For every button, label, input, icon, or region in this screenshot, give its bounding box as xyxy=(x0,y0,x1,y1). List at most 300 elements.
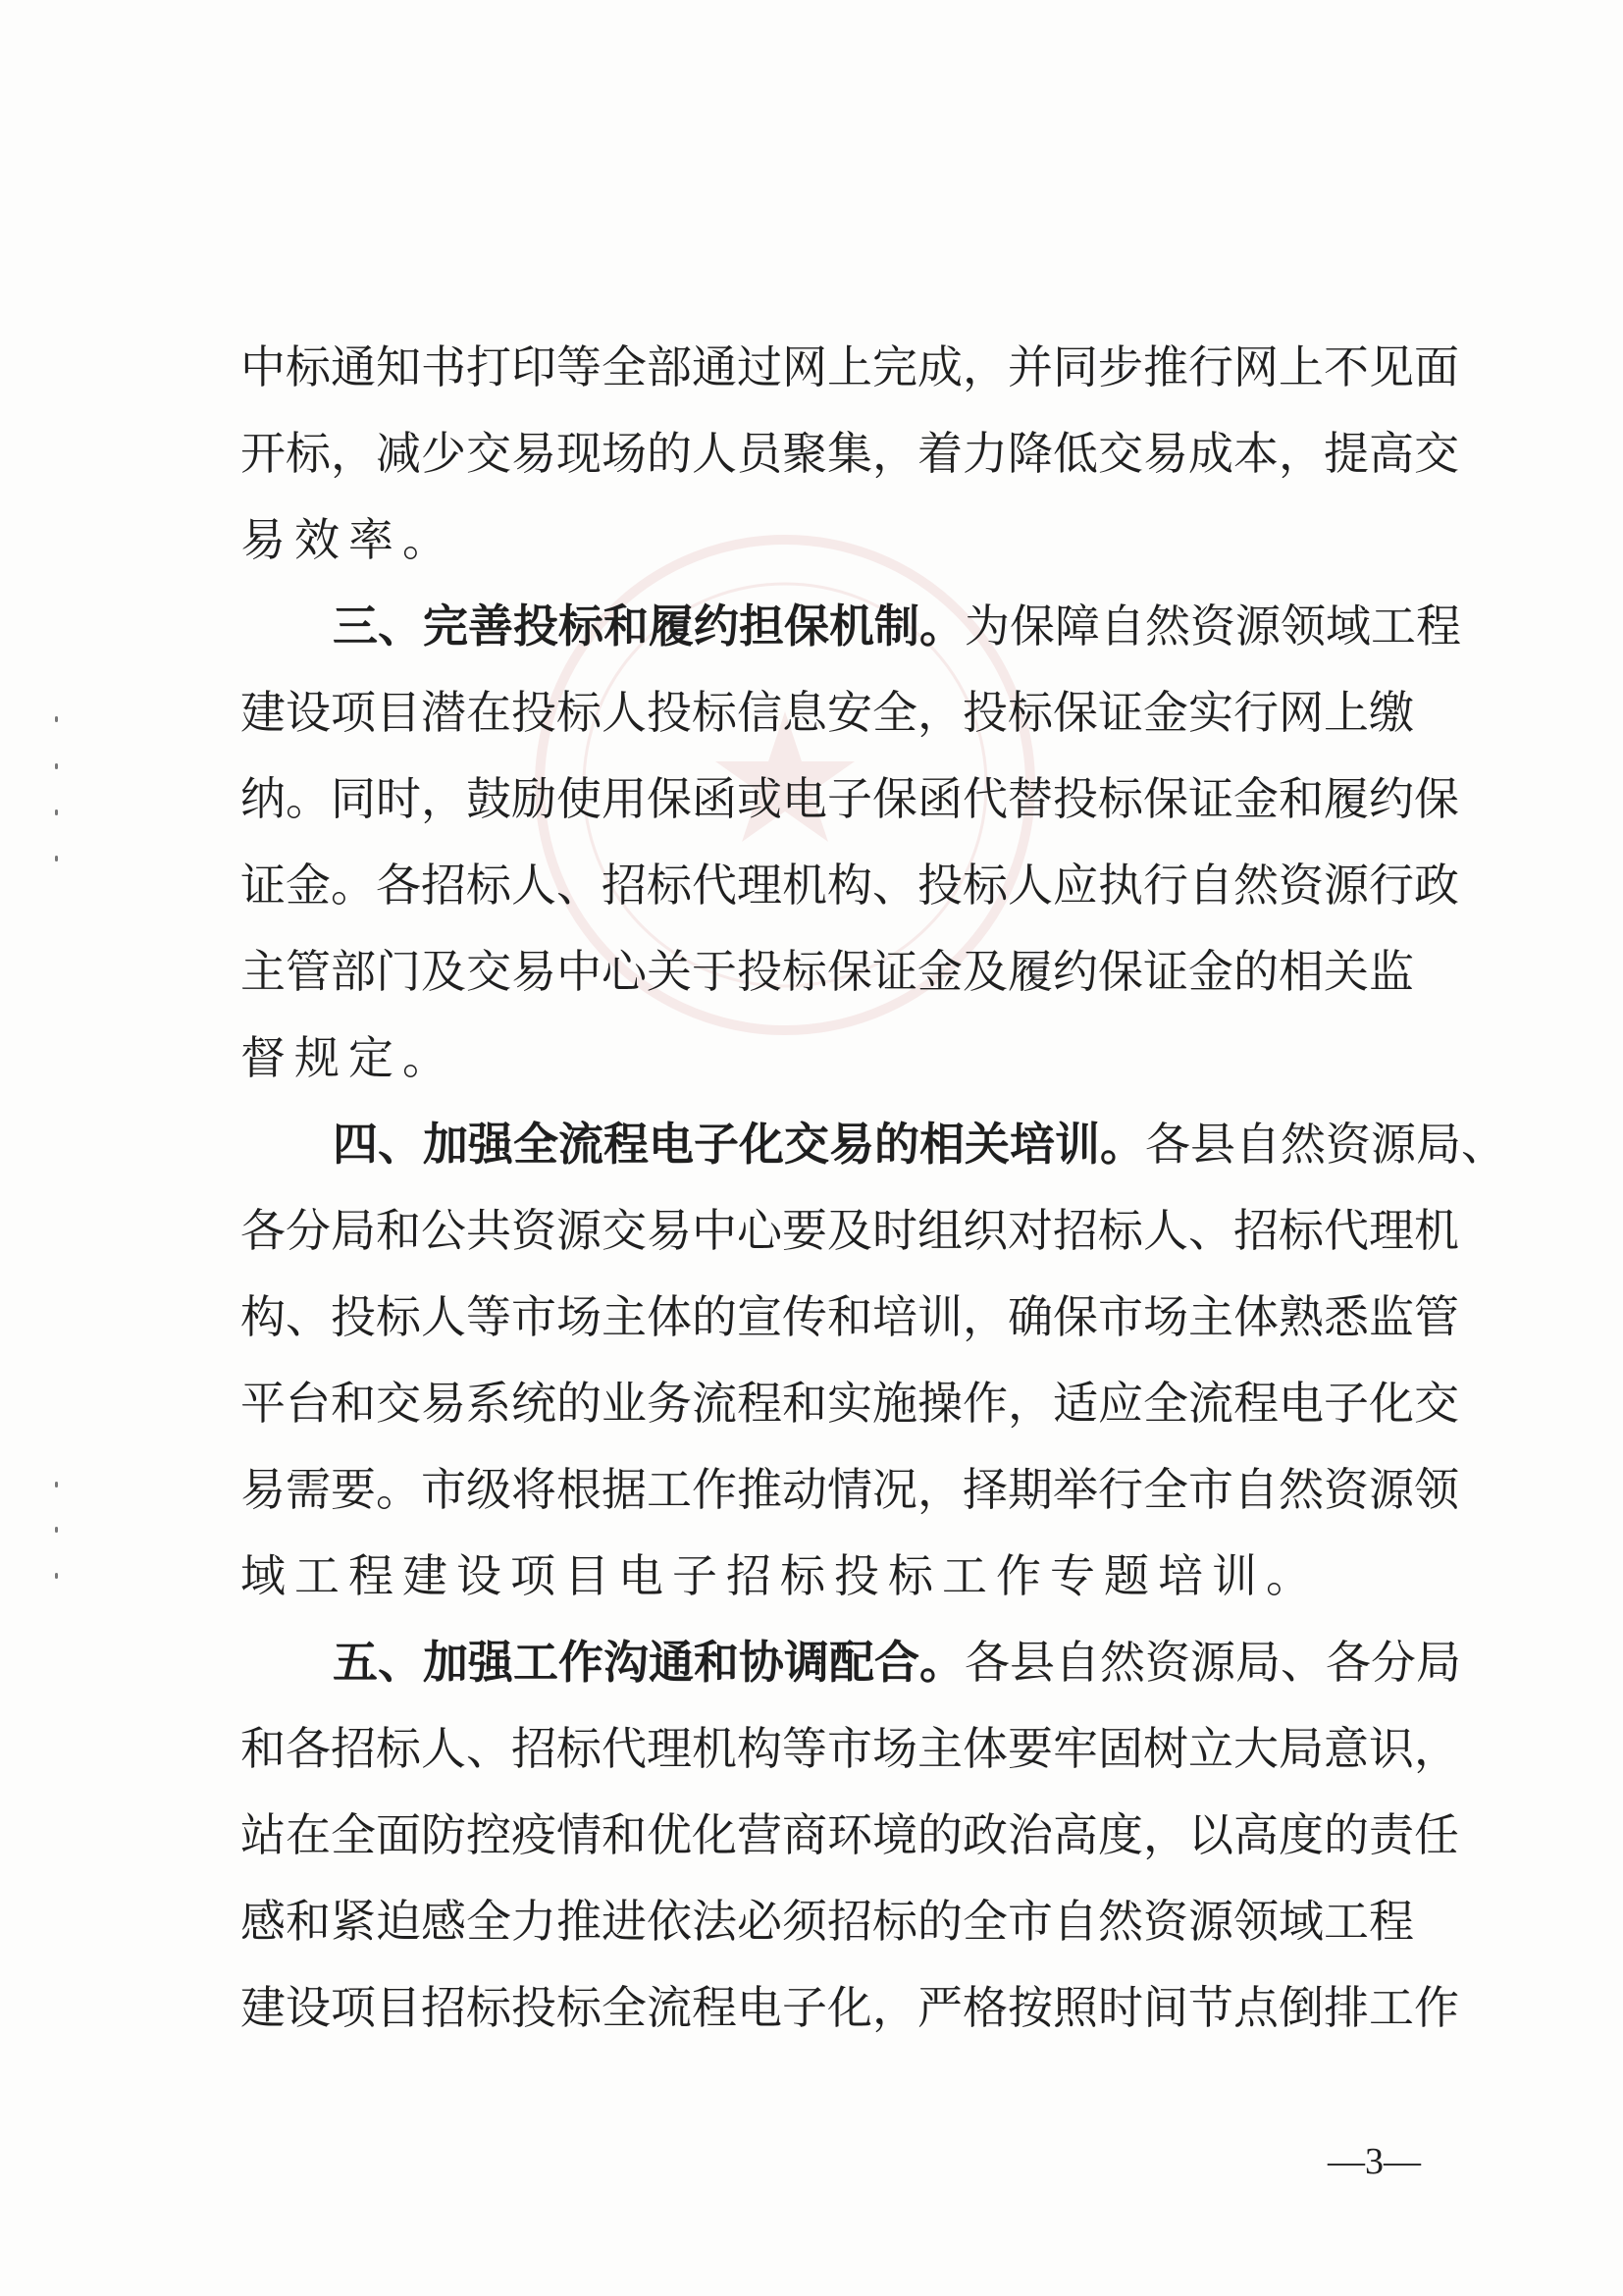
body-char: 网 xyxy=(782,340,827,393)
body-char: 、 xyxy=(1461,1118,1506,1171)
body-char: 缴 xyxy=(1369,686,1414,739)
body-char: 履 xyxy=(1324,772,1369,825)
body-char: 意 xyxy=(1324,1722,1369,1775)
body-char: 招 xyxy=(827,1895,872,1948)
body-char: 同 xyxy=(1053,340,1098,393)
body-char: 格 xyxy=(963,1981,1008,2034)
body-char: 级 xyxy=(466,1463,511,1516)
body-char: 然 xyxy=(1233,859,1279,912)
heading-char: 作 xyxy=(558,1636,603,1689)
body-char: 、 xyxy=(1281,1636,1326,1689)
body-char: 标 xyxy=(692,686,737,739)
paragraph-line xyxy=(240,1533,1408,1619)
body-char: 主 xyxy=(602,1290,647,1343)
section-heading-line xyxy=(240,1619,1461,1705)
body-char: 投 xyxy=(1053,772,1098,825)
body-char: 时 xyxy=(376,772,421,825)
body-char: 证 xyxy=(872,945,917,998)
body-char: 障 xyxy=(1055,600,1100,652)
paragraph-line xyxy=(240,410,1459,496)
body-char: 体 xyxy=(647,1290,692,1343)
body-char: 况 xyxy=(872,1463,917,1516)
heading-char: 。 xyxy=(1100,1118,1145,1171)
body-char: 为 xyxy=(965,600,1010,652)
body-char: 招 xyxy=(726,1549,780,1602)
body-char: 标 xyxy=(376,1722,421,1775)
body-char: 规 xyxy=(294,1031,348,1084)
body-char: 需 xyxy=(286,1463,331,1516)
body-char: 高 xyxy=(1233,1808,1279,1861)
body-char: 和 xyxy=(331,1377,376,1430)
body-char: 在 xyxy=(286,1808,331,1861)
body-char: 工 xyxy=(942,1549,996,1602)
body-char: 领 xyxy=(1281,600,1326,652)
body-char: 标 xyxy=(780,1549,834,1602)
body-char: 主 xyxy=(240,945,286,998)
body-char: 鼓 xyxy=(466,772,511,825)
body-char: 任 xyxy=(1414,1808,1459,1861)
heading-char: 配 xyxy=(829,1636,874,1689)
body-char: 门 xyxy=(376,945,421,998)
body-char: 时 xyxy=(872,1204,917,1257)
body-char: 力 xyxy=(511,1895,556,1948)
body-char: 疫 xyxy=(511,1808,556,1861)
body-char: 和 xyxy=(827,1290,872,1343)
body-char: 域 xyxy=(240,1549,294,1602)
body-char: 关 xyxy=(1324,945,1369,998)
body-char: 然 xyxy=(1279,1463,1324,1516)
body-char: 不 xyxy=(1324,340,1369,393)
body-char: 市 xyxy=(1098,1290,1143,1343)
body-char: 。 xyxy=(331,859,376,912)
heading-char: 五 xyxy=(333,1636,378,1689)
body-char: 全 xyxy=(331,1808,376,1861)
body-char: 作 xyxy=(692,1463,737,1516)
body-char: 源 xyxy=(1369,1463,1414,1516)
body-char: 约 xyxy=(1053,945,1098,998)
body-char: 相 xyxy=(1279,945,1324,998)
heading-char: 工 xyxy=(513,1636,558,1689)
body-char: 排 xyxy=(1324,1981,1369,2034)
body-char: 资 xyxy=(1326,1118,1371,1171)
body-char: 市 xyxy=(827,1722,872,1775)
body-char: 体 xyxy=(1233,1290,1279,1343)
body-char: 和 xyxy=(1279,772,1324,825)
body-char: 设 xyxy=(286,1981,331,2034)
body-char: 开 xyxy=(240,427,286,480)
body-char: 系 xyxy=(466,1377,511,1430)
body-char: 证 xyxy=(1098,686,1143,739)
body-char: 化 xyxy=(1369,1377,1414,1430)
body-char: 应 xyxy=(1053,859,1098,912)
body-char: 金 xyxy=(1233,772,1279,825)
body-char: 、 xyxy=(556,859,602,912)
body-char: 易 xyxy=(421,1377,466,1430)
body-char: 电 xyxy=(1279,1377,1324,1430)
body-char: 和 xyxy=(376,1204,421,1257)
body-char: 金 xyxy=(286,859,331,912)
body-char: 防 xyxy=(421,1808,466,1861)
body-char: 操 xyxy=(917,1377,963,1430)
body-char: 标 xyxy=(1098,1204,1143,1257)
body-char: 项 xyxy=(331,1981,376,2034)
body-char: ， xyxy=(963,340,1008,393)
body-char: 标 xyxy=(286,427,331,480)
body-char: 各 xyxy=(286,1722,331,1775)
body-char: 情 xyxy=(827,1463,872,1516)
body-char: 适 xyxy=(1053,1377,1098,1430)
body-char: 易 xyxy=(1143,427,1188,480)
heading-char: 投 xyxy=(513,600,558,652)
body-char: 治 xyxy=(1008,1808,1053,1861)
body-char: 标 xyxy=(466,859,511,912)
body-char: 构 xyxy=(737,1722,782,1775)
body-char: 用 xyxy=(602,772,647,825)
body-char: 要 xyxy=(782,1204,827,1257)
body-char: 工 xyxy=(294,1549,348,1602)
body-char: 率 xyxy=(348,513,402,566)
body-char: 中 xyxy=(692,1204,737,1257)
body-char: 依 xyxy=(647,1895,692,1948)
body-char: 场 xyxy=(872,1722,917,1775)
paragraph-line xyxy=(240,324,1459,410)
body-char: 标 xyxy=(1098,772,1143,825)
body-char: 和 xyxy=(602,1808,647,1861)
heading-char: 担 xyxy=(739,600,784,652)
body-char: 和 xyxy=(286,1895,331,1948)
paragraph-line xyxy=(240,1878,1414,1964)
body-char: 子 xyxy=(827,772,872,825)
body-char: 各 xyxy=(1326,1636,1371,1689)
body-char: 行 xyxy=(1233,686,1279,739)
heading-char: 完 xyxy=(423,600,468,652)
body-char: 机 xyxy=(782,859,827,912)
body-char: 。 xyxy=(1266,1549,1320,1602)
body-char: 投 xyxy=(511,1981,556,2034)
body-char: 机 xyxy=(1414,1204,1459,1257)
body-char: 平 xyxy=(240,1377,286,1430)
body-char: 保 xyxy=(872,772,917,825)
body-char: 关 xyxy=(647,945,692,998)
body-char: 政 xyxy=(1414,859,1459,912)
body-char: 证 xyxy=(240,859,286,912)
body-char: ， xyxy=(917,1463,963,1516)
body-char: 及 xyxy=(827,1204,872,1257)
heading-char: 三 xyxy=(333,600,378,652)
body-char: 源 xyxy=(1188,1895,1233,1948)
document-body xyxy=(240,324,1506,2051)
body-char: 施 xyxy=(872,1377,917,1430)
body-char: 提 xyxy=(1324,427,1369,480)
body-char: 交 xyxy=(376,1377,421,1430)
body-char: 主 xyxy=(917,1722,963,1775)
heading-char: 强 xyxy=(468,1636,513,1689)
body-char: 书 xyxy=(421,340,466,393)
body-char: 然 xyxy=(1281,1118,1326,1171)
body-char: 理 xyxy=(737,859,782,912)
body-char: 固 xyxy=(1098,1722,1143,1775)
heading-char: 相 xyxy=(919,1118,965,1171)
paragraph-line xyxy=(240,1360,1459,1446)
body-char: 倒 xyxy=(1279,1981,1324,2034)
body-char: 训 xyxy=(917,1290,963,1343)
body-char: 成 xyxy=(917,340,963,393)
body-char: 行 xyxy=(1143,859,1188,912)
body-char: 目 xyxy=(564,1549,618,1602)
body-char: 推 xyxy=(1143,340,1188,393)
body-char: 心 xyxy=(602,945,647,998)
body-char: 须 xyxy=(782,1895,827,1948)
heading-char: 化 xyxy=(739,1118,784,1171)
body-char: 在 xyxy=(466,686,511,739)
body-char: 期 xyxy=(1008,1463,1053,1516)
body-char: 推 xyxy=(737,1463,782,1516)
body-char: 保 xyxy=(1010,600,1055,652)
body-char: 程 xyxy=(1369,1895,1414,1948)
body-char: 主 xyxy=(1188,1290,1233,1343)
body-char: 易 xyxy=(240,1463,286,1516)
body-char: 牢 xyxy=(1053,1722,1098,1775)
body-char: 投 xyxy=(963,686,1008,739)
body-char: 流 xyxy=(647,1981,692,2034)
body-char: 督 xyxy=(240,1031,294,1084)
body-char: 程 xyxy=(692,1981,737,2034)
body-char: 资 xyxy=(1143,1895,1188,1948)
body-char: 监 xyxy=(1369,945,1414,998)
body-char: 通 xyxy=(331,340,376,393)
body-char: 投 xyxy=(331,1290,376,1343)
body-char: 人 xyxy=(511,859,556,912)
body-char: 全 xyxy=(872,686,917,739)
body-char: 理 xyxy=(647,1722,692,1775)
body-char: 法 xyxy=(692,1895,737,1948)
body-char: 。 xyxy=(376,1463,421,1516)
body-char: 保 xyxy=(1053,686,1098,739)
body-char: 度 xyxy=(1279,1808,1324,1861)
body-char: 和 xyxy=(782,1377,827,1430)
body-char: 、 xyxy=(872,859,917,912)
body-char: 标 xyxy=(466,1981,511,2034)
body-char: 证 xyxy=(1143,945,1188,998)
body-char: 目 xyxy=(376,1981,421,2034)
heading-char: 保 xyxy=(784,600,829,652)
body-char: 高 xyxy=(1369,427,1414,480)
body-char: 工 xyxy=(647,1463,692,1516)
body-char: 执 xyxy=(1098,859,1143,912)
body-char: 行 xyxy=(1369,859,1414,912)
body-char: 资 xyxy=(1190,600,1235,652)
body-char: 代 xyxy=(1324,1204,1369,1257)
body-char: 训 xyxy=(1212,1549,1266,1602)
body-char: 局 xyxy=(1416,1636,1461,1689)
body-char: 易 xyxy=(647,1204,692,1257)
body-char: 投 xyxy=(737,945,782,998)
body-char: 的 xyxy=(647,427,692,480)
body-char: 励 xyxy=(511,772,556,825)
body-char: 各 xyxy=(240,1204,286,1257)
body-char: 投 xyxy=(834,1549,888,1602)
body-char: 少 xyxy=(421,427,466,480)
body-char: 构 xyxy=(240,1290,286,1343)
body-char: 控 xyxy=(466,1808,511,1861)
body-char: 熟 xyxy=(1279,1290,1324,1343)
body-char: 代 xyxy=(963,772,1008,825)
heading-char: 子 xyxy=(694,1118,739,1171)
body-char: 自 xyxy=(1233,1463,1279,1516)
body-char: ， xyxy=(1143,1808,1188,1861)
body-char: 题 xyxy=(1104,1549,1158,1602)
body-char: 监 xyxy=(1369,1290,1414,1343)
body-char: 场 xyxy=(556,1290,602,1343)
body-char: 环 xyxy=(827,1808,872,1861)
body-char: 市 xyxy=(1188,1463,1233,1516)
paragraph-line xyxy=(240,928,1414,1015)
body-char: 域 xyxy=(1279,1895,1324,1948)
body-char: 及 xyxy=(963,945,1008,998)
body-char: 标 xyxy=(286,340,331,393)
body-char: 标 xyxy=(647,859,692,912)
body-char: 交 xyxy=(466,427,511,480)
paragraph-line xyxy=(240,496,1408,583)
body-char: 见 xyxy=(1369,340,1414,393)
heading-char: 。 xyxy=(919,1636,965,1689)
body-char: 信 xyxy=(737,686,782,739)
body-char: ， xyxy=(872,1981,917,2034)
heading-char: 易 xyxy=(829,1118,874,1171)
heading-char: 合 xyxy=(874,1636,919,1689)
body-char: 的 xyxy=(692,1290,737,1343)
body-char: 标 xyxy=(1008,686,1053,739)
body-char: 营 xyxy=(737,1808,782,1861)
body-char: 招 xyxy=(1233,1204,1279,1257)
body-char: 人 xyxy=(421,1290,466,1343)
body-char: 交 xyxy=(1098,427,1143,480)
body-char: 招 xyxy=(511,1722,556,1775)
heading-char: 约 xyxy=(694,600,739,652)
body-char: ， xyxy=(917,686,963,739)
heading-char: 标 xyxy=(558,600,603,652)
heading-char: 关 xyxy=(965,1118,1010,1171)
body-char: 推 xyxy=(556,1895,602,1948)
heading-char: 电 xyxy=(649,1118,694,1171)
body-char: 工 xyxy=(1369,1981,1414,2034)
body-char: 标 xyxy=(872,1895,917,1948)
body-char: 金 xyxy=(1188,945,1233,998)
body-char: 管 xyxy=(286,945,331,998)
body-char: 照 xyxy=(1053,1981,1098,2034)
body-char: 局 xyxy=(1235,1636,1281,1689)
body-char: 子 xyxy=(672,1549,726,1602)
body-char: 机 xyxy=(692,1722,737,1775)
heading-char: 培 xyxy=(1010,1118,1055,1171)
body-char: 迫 xyxy=(376,1895,421,1948)
body-char: 安 xyxy=(827,686,872,739)
body-char: 心 xyxy=(737,1204,782,1257)
body-char: 作 xyxy=(1414,1981,1459,2034)
body-char: 聚 xyxy=(782,427,827,480)
body-char: 及 xyxy=(421,945,466,998)
body-char: 化 xyxy=(827,1981,872,2034)
body-char: 履 xyxy=(1008,945,1053,998)
body-char: ， xyxy=(872,427,917,480)
heading-char: 的 xyxy=(874,1118,919,1171)
body-char: 资 xyxy=(1145,1636,1190,1689)
body-char: 上 xyxy=(1324,686,1369,739)
heading-char: 制 xyxy=(874,600,919,652)
body-char: 息 xyxy=(782,686,827,739)
body-char: 资 xyxy=(511,1204,556,1257)
body-char: 自 xyxy=(1055,1636,1100,1689)
heading-char: 加 xyxy=(423,1118,468,1171)
body-char: 建 xyxy=(240,686,286,739)
body-char: 体 xyxy=(963,1722,1008,1775)
body-char: 源 xyxy=(1190,1636,1235,1689)
body-char: 着 xyxy=(917,427,963,480)
body-char: 程 xyxy=(737,1377,782,1430)
body-char: 网 xyxy=(1233,340,1279,393)
body-char: 构 xyxy=(827,859,872,912)
paragraph-line xyxy=(240,1446,1459,1533)
body-char: 保 xyxy=(827,945,872,998)
body-char: 步 xyxy=(1098,340,1143,393)
body-char: 业 xyxy=(602,1377,647,1430)
heading-char: 履 xyxy=(649,600,694,652)
body-char: 资 xyxy=(1324,1463,1369,1516)
body-char: ， xyxy=(1414,1722,1459,1775)
body-char: 电 xyxy=(782,772,827,825)
body-char: 易 xyxy=(511,945,556,998)
paragraph-line xyxy=(240,756,1459,842)
body-char: 动 xyxy=(782,1463,827,1516)
body-char: 然 xyxy=(1100,1636,1145,1689)
heading-char: 四 xyxy=(333,1118,378,1171)
body-char: 全 xyxy=(1143,1463,1188,1516)
body-char: 全 xyxy=(602,340,647,393)
body-char: 各 xyxy=(965,1636,1010,1689)
body-char: 项 xyxy=(331,686,376,739)
body-char: 标 xyxy=(556,686,602,739)
body-char: 悉 xyxy=(1324,1290,1369,1343)
body-char: 过 xyxy=(737,340,782,393)
body-char: 公 xyxy=(421,1204,466,1257)
body-char: 台 xyxy=(286,1377,331,1430)
heading-char: 加 xyxy=(423,1636,468,1689)
body-char: 易 xyxy=(511,427,556,480)
body-char: 流 xyxy=(692,1377,737,1430)
body-char: 约 xyxy=(1369,772,1414,825)
heading-char: 协 xyxy=(739,1636,784,1689)
body-char: 函 xyxy=(692,772,737,825)
body-char: 员 xyxy=(737,427,782,480)
body-char: 择 xyxy=(963,1463,1008,1516)
body-char: 定 xyxy=(348,1031,402,1084)
body-char: 标 xyxy=(556,1981,602,2034)
body-char: 织 xyxy=(963,1204,1008,1257)
body-char: 务 xyxy=(647,1377,692,1430)
body-char: 标 xyxy=(556,1722,602,1775)
body-char: 、 xyxy=(1188,1204,1233,1257)
body-char: 组 xyxy=(917,1204,963,1257)
heading-char: 调 xyxy=(784,1636,829,1689)
body-char: 函 xyxy=(917,772,963,825)
body-char: 局 xyxy=(1416,1118,1461,1171)
body-char: 工 xyxy=(1371,600,1416,652)
page-number: —3— xyxy=(1328,2141,1421,2182)
body-char: 人 xyxy=(421,1722,466,1775)
heading-char: 。 xyxy=(919,600,965,652)
body-char: ， xyxy=(1008,1377,1053,1430)
body-char: 集 xyxy=(827,427,872,480)
